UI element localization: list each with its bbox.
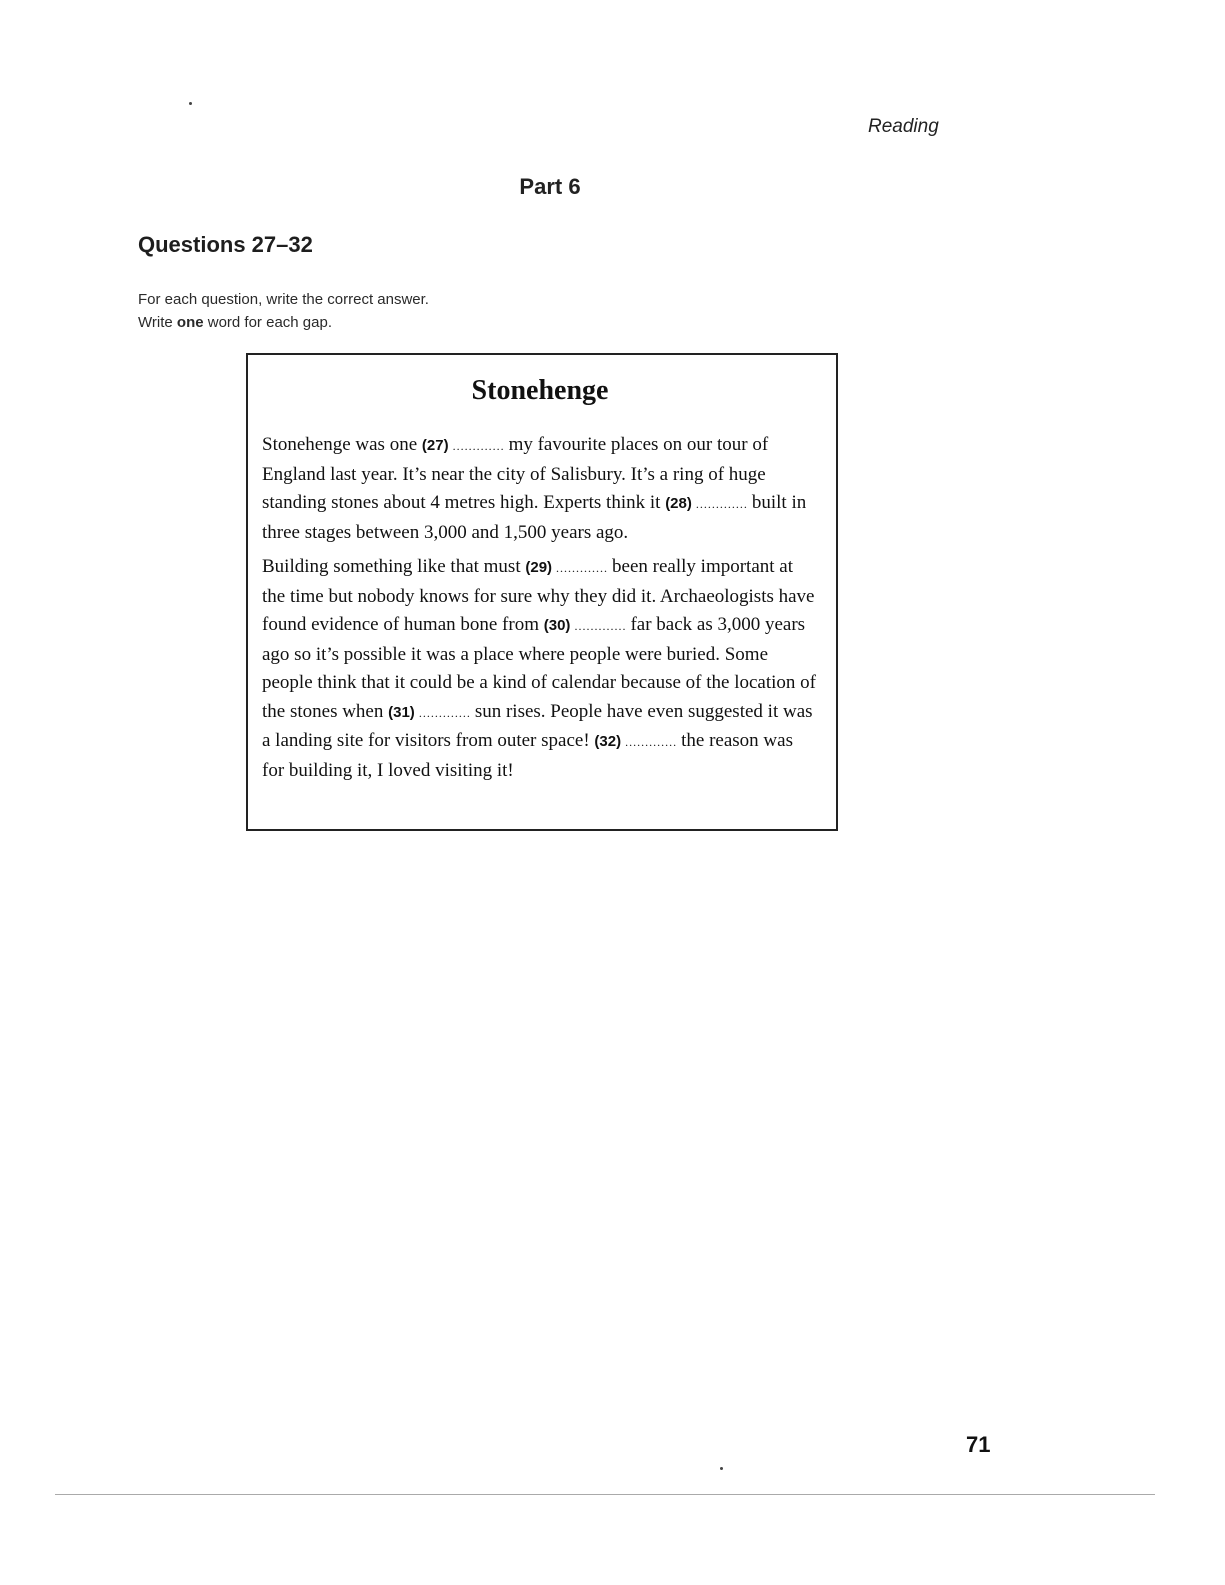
gap-29-blank[interactable]: ............. (552, 561, 613, 575)
p2-text-1: Building something like that must (262, 556, 526, 577)
page-number: 71 (966, 1432, 991, 1457)
gap-32-blank[interactable]: ............. (621, 735, 682, 749)
footer-divider (55, 1494, 1155, 1495)
scan-speck (720, 1467, 723, 1470)
p1-text-2: my favourite places on our tour of England last year. It’s near the city of Salisbury. It’s a ring of huge standing stones about 4 metres high. Experts think it (262, 434, 769, 513)
gap-27-number: (27) (421, 437, 449, 454)
instruction-line-1: For each question, write the correct answer. (138, 291, 429, 308)
p1-text-3: built in three stages between 3,000 and 1,500 years ago. (262, 492, 807, 543)
gap-29-number: (29) (525, 559, 553, 576)
scan-speck (189, 102, 192, 105)
section-label: Reading (868, 116, 939, 137)
questions-heading: Questions 27–32 (138, 232, 313, 257)
gap-30-blank[interactable]: ............. (570, 619, 631, 633)
p2-text-2: been really important at the time but nobody knows for sure why they did it. Archaeologists have found evidence of human bone from (262, 556, 815, 635)
gap-28-blank[interactable]: ............. (691, 497, 752, 511)
p1-text-1: Stonehenge was one (262, 434, 422, 455)
p2-text-3: far back as 3,000 years ago so it’s possible it was a place where people were buried. Some people think that it could be a kind of calendar because of the location of the stones when (262, 614, 816, 722)
reading-text-box (246, 353, 838, 831)
gap-28-number: (28) (665, 495, 692, 512)
part-title: Part 6 (519, 174, 581, 199)
instructions (138, 288, 429, 334)
instruction-prefix: Write (138, 314, 177, 331)
text-title: Stonehenge (471, 375, 609, 406)
gap-27-blank[interactable]: ............. (448, 439, 509, 453)
instruction-suffix: word for each gap. (203, 314, 332, 331)
p2-text-4: sun rises. People have even suggested it was a landing site for visitors from outer space! (262, 700, 813, 751)
instruction-emphasis: one (176, 314, 204, 331)
gap-32-number: (32) (594, 733, 622, 750)
gap-31-blank[interactable]: ............. (414, 705, 475, 720)
paragraph-1 (262, 431, 818, 547)
gap-31-number: (31) (388, 703, 415, 721)
instruction-line-2 (138, 311, 429, 334)
gap-30-number: (30) (543, 617, 571, 634)
p2-text-5: the reason was for building it, I loved visiting it! (262, 730, 793, 781)
paragraph-2 (262, 553, 818, 785)
